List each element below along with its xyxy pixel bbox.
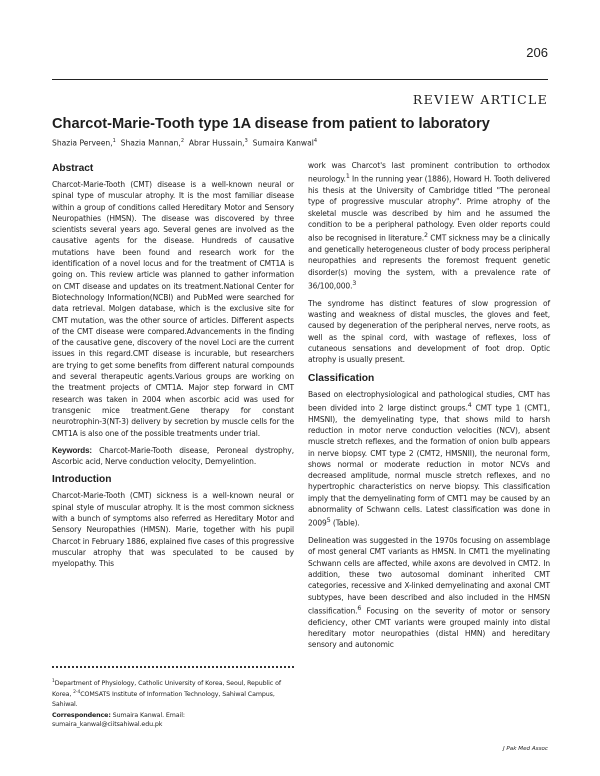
author-list [52,138,317,148]
author-affiliation-mark: 1 [112,138,116,144]
classification-paragraph: Based on electrophysiological and pathological studies, CMT has been divided into 2 large distinct groups.$^4$ CMT type 1 (CMT1, HMSNI), the demyelinating type, that shows mild to harsh reduction in motor nerve conduction velocities (NCV), absent muscle stretch reflexes, and the formation of onion bulb appears in nerve biopsy. CMT type 2 (CMT2, HMSNII), the neuronal form, shows normal or moderate reduction in motor NCVs and decreased amplitude, normal muscle stretch reflexes, and no hypertrophic characteristics on nerve biopsy. This classification imply that the demyelinating form of CMT1 may be caused by an abnormality of Schwann cells. Latest classification was done in 2009$^5$ (Table). [308,389,550,528]
keywords-label: Keywords: [52,445,92,455]
history-paragraph: work was Charcot's last prominent contribution to orthodox neurology.$^1$ In the running year (1886), Howard H. Tooth delivered his thesis at the University of Cambridge titled "The peroneal type of progressive muscular atrophy". Prime atrophy of the skeletal muscle was described by him and he assumed the condition to be a peripheral pathology. Even older reports could also be recognised in literature.$^2$ CMT sickness may be a clinically and genetically heterogeneous cluster of body process peripheral neuropathies and represents the foremost frequent genetic disorder(s) moving the system, with a prevalence rate of 36/100,000.$^3$ [308,161,551,291]
citation-ref: 1 [345,173,350,181]
citation-ref: 3 [352,279,357,287]
article-title: Charcot-Marie-Tooth type 1A disease from patient to laboratory [52,116,490,132]
citation-ref: 5 [326,517,331,525]
abstract-text: Charcot-Marie-Tooth (CMT) disease is a well-known neural or spinal type of muscular atrophy. It is the most familiar disease within a group of conditions called Hereditary Motor and Sensory Neuropathies (HMSN). The disease was discovered by three scientists several years ago. Several genes are involved as the causative agents for the disease. Hundreds of causative mutations have been found and research work for the identification of a novel locus and for the treatment of CMT1A is going on. This review article was planned to gather information on CMT disease and updates on its treatment.National Center for Biotechnology Information(NCBI) and PubMed were searched for data retrieval. Molgen database, which is the exclusive site for CMT mutation, was the other source of articles. Different aspects of the CMT disease were compared.Advancements in the finding of the causative gene, discovery of the novel Loci are the current issues in this regard.CMT disease is incurable, but researchers are trying to get some benefits from different natural compounds and several therapeutic agents.Various groups are working on the treatment projects of CMT1A. Major step forward in CMT research was taken in 2004 when ascorbic acid was used for transgenic mice treatment.Gene therapy for constant neurotrophin-3(NT-3) delivery by secretion by muscle cells for the CMT1A is also one of the possible treatments under trial. [52,180,294,438]
author: Sumaira Kanwal [252,138,314,148]
classification-heading: Classification [308,372,375,384]
author: Abrar Hussain, [188,138,245,148]
header-rule [52,79,548,80]
affiliations: $^1$Department of Physiology, Catholic University of Korea, Seoul, Republic of Korea, $^{2-4}$COMSATS Institute of Information Technology, Sahiwal Campus, Sahiwal. [52,679,281,708]
correspondence: Correspondence: Sumaira Kanwal. Email: sumaira_kanwal@ciitsahiwal.edu.pk [52,712,185,729]
keywords [52,445,294,468]
introduction-text: Charcot-Marie-Tooth (CMT) sickness is a well-known neural or spinal style of muscular atrophy. It is the most common sickness with a bunch of symptoms also referred as Hereditary Motor and Sensory Neuropathies (HMSN). Marie, together with his pupil Charcot in February 1886, explained five cases of this progressive muscular atrophy that was speculated to be caused by myelopathy. This [52,491,294,569]
section-label: REVIEW ARTICLE [412,92,548,107]
author-affiliation-mark: 3 [244,138,248,144]
citation-ref: 2 [424,232,428,240]
right-column [308,160,550,657]
author: Shazia Mannan, [120,138,181,148]
left-column [52,164,294,576]
author-affiliation-mark: 4 [313,138,318,144]
citation-ref: 4 [467,401,472,409]
introduction-heading: Introduction [52,474,112,486]
footnotes [52,677,294,732]
author-affiliation-mark: 2 [180,138,184,144]
footnote-divider [52,666,294,668]
abstract-heading: Abstract [52,163,94,174]
citation-ref: 6 [357,604,362,612]
journal-name: J Pak Med Assoc [503,746,548,752]
keywords-text: Charcot-Marie-Tooth disease, Peroneal dystrophy, Ascorbic acid, Nerve conduction velocity, Demyelintion. [52,445,294,467]
delineation-paragraph: Delineation was suggested in the 1970s focusing on assemblage of most general CMT variants as HMSN. In CMT1 the myelinating Schwann cells are affected, while axons are devolved in CMT2. In addition, these two autosomal dominant inherited CMT categories, recessive and X-linked demyelinating and axonal CMT subtypes, have been described and also included in the HMSN classification.$^6$ Focusing on the severity of motor or sensory deficiency, other CMT variants were grouped mainly into distal hereditary motor neuropathies (distal HMN) and hereditary sensory and autonomic [308,536,550,650]
page-number: 206 [526,45,548,60]
author: Shazia Perveen, [52,138,113,148]
syndrome-paragraph: The syndrome has distinct features of slow progression of wasting and weakness of distal muscles, the gloves and feet, caused by degeneration of the peripheral nerves, nerve roots, as well as the spinal cord, with wastage of reflexes, loss of cutaneous sensations and development of foot drop. Optic atrophy is usually present. [308,298,550,365]
